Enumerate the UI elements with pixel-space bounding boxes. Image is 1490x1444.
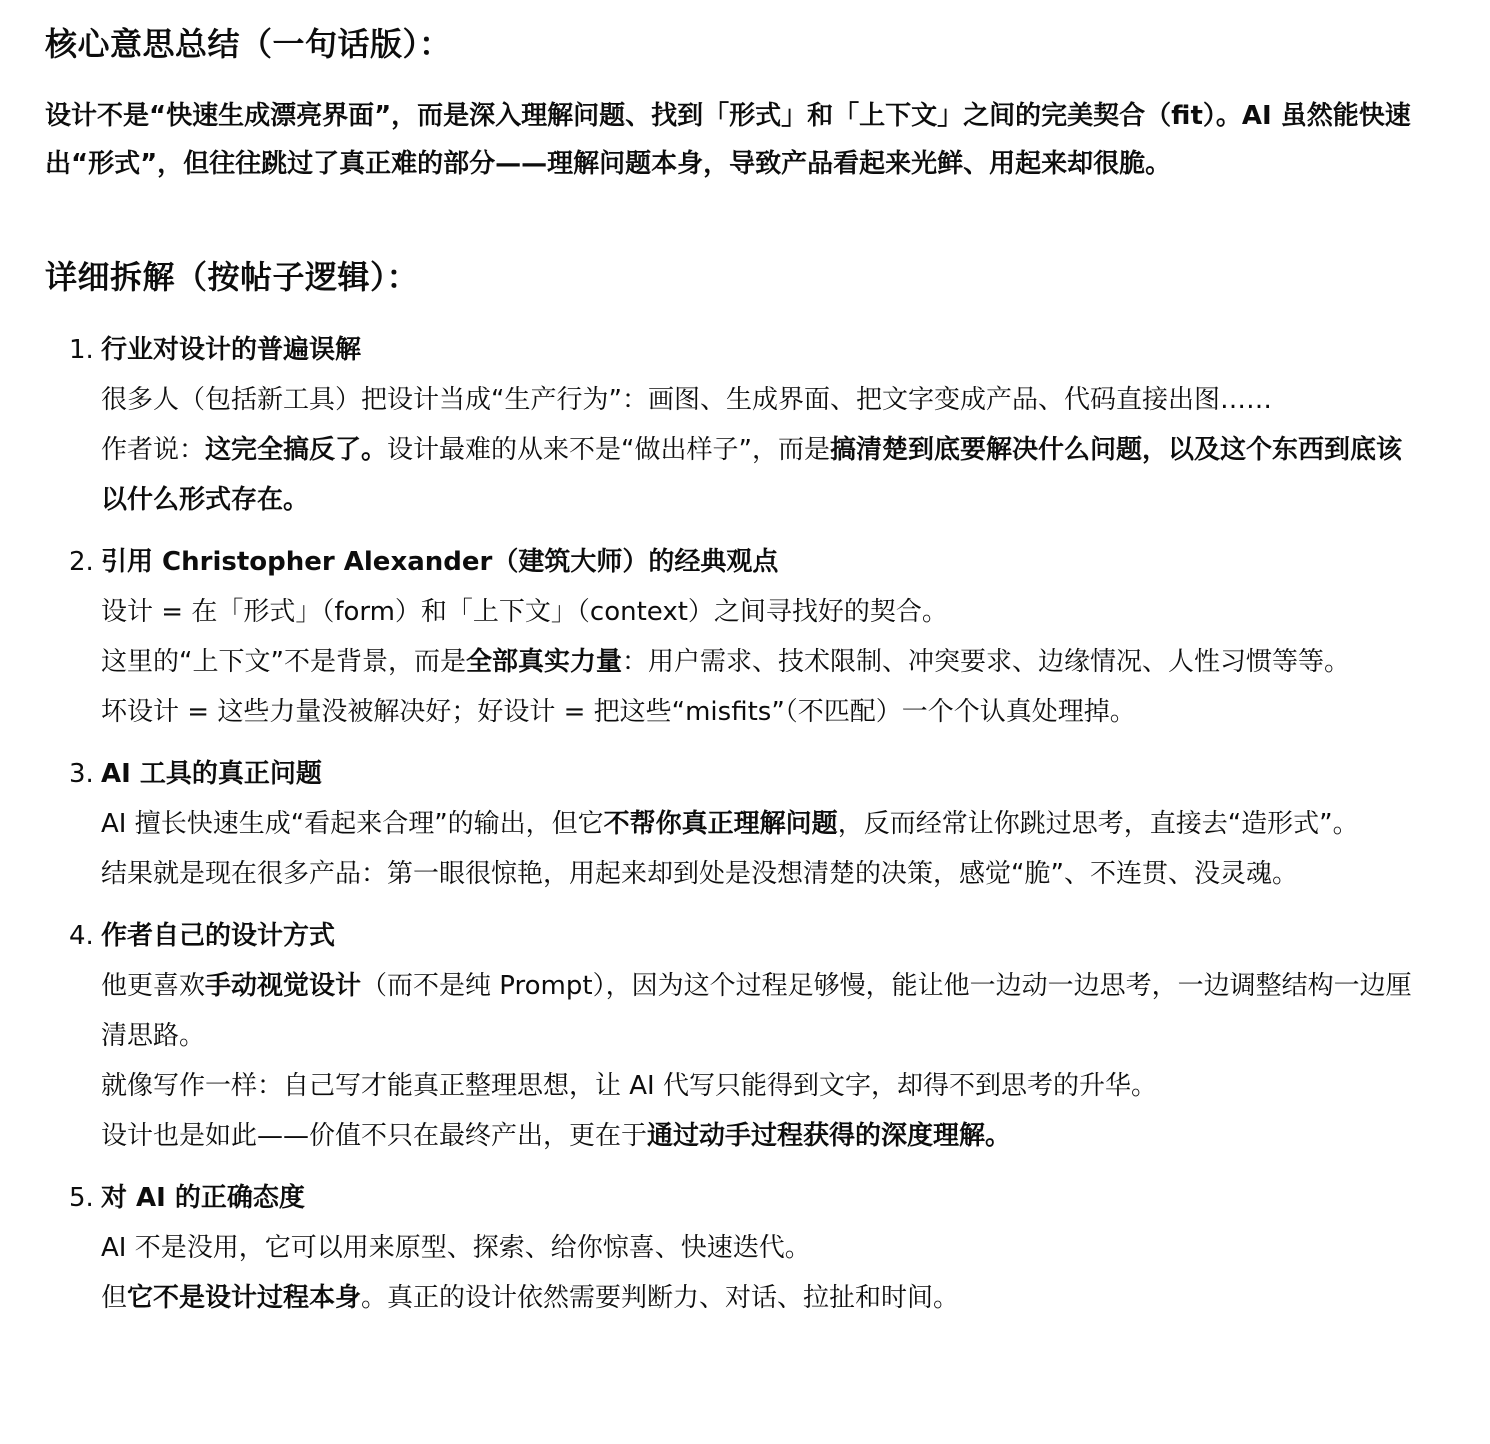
emphasis-text: 它不是设计过程本身 xyxy=(127,1283,362,1313)
summary-paragraph: 设计不是“快速生成漂亮界面”，而是深入理解问题、找到「形式」和「上下文」之间的完美契合（fit）。AI 虽然能快速出“形式”，但往往跳过了真正难的部分——理解问题本身，导致产品看起来光鲜、用起来却很脆。 xyxy=(45,101,1411,179)
list-item-number: 3. xyxy=(69,759,94,789)
list-item-title: 引用 Christopher Alexander（建筑大师）的经典观点 xyxy=(101,547,779,577)
list-item-line xyxy=(101,1111,1425,1161)
list-item-line xyxy=(101,1273,1425,1323)
body-text: 坏设计 = 这些力量没被解决好；好设计 = 把这些“misfits”（不匹配）一个个认真处理掉。 xyxy=(101,697,1136,727)
list-item-line xyxy=(101,687,1425,737)
body-text: 设计 = 在「形式」（form）和「上下文」（context）之间寻找好的契合。 xyxy=(101,597,948,627)
body-text: 很多人（包括新工具）把设计当成“生产行为”：画图、生成界面、把文字变成产品、代码直接出图…… xyxy=(101,385,1272,415)
body-text: 设计也是如此——价值不只在最终产出，更在于 xyxy=(101,1121,648,1151)
list-item-title: 行业对设计的普遍误解 xyxy=(101,335,362,365)
list-item-line xyxy=(101,799,1425,849)
summary-heading: 核心意思总结（一句话版）： xyxy=(45,25,452,63)
body-text: AI 不是没用，它可以用来原型、探索、给你惊喜、快速迭代。 xyxy=(101,1233,811,1263)
list-item-line xyxy=(101,1223,1425,1273)
emphasis-text: 通过动手过程获得的深度理解。 xyxy=(647,1121,1012,1151)
list-item-line xyxy=(101,637,1425,687)
body-text: 结果就是现在很多产品：第一眼很惊艳，用起来却到处是没想清楚的决策，感觉“脆”、不连贯、没灵魂。 xyxy=(101,859,1298,889)
list-item-line xyxy=(101,849,1425,899)
body-text: 就像写作一样：自己写才能真正整理思想，让 AI 代写只能得到文字，却得不到思考的升华。 xyxy=(101,1071,1157,1101)
body-text: 他更喜欢 xyxy=(101,971,206,1001)
body-text: （而不是纯 Prompt），因为这个过程足够慢，能让他一边动一边思考，一边调整结构一边厘清思路。 xyxy=(101,971,1412,1051)
list-item-number: 1. xyxy=(69,335,94,365)
body-text: AI 擅长快速生成“看起来合理”的输出，但它 xyxy=(101,809,604,839)
list-item xyxy=(45,1173,1425,1323)
list-item-line xyxy=(101,587,1425,637)
emphasis-text: 这完全搞反了。 xyxy=(205,435,388,465)
body-text: 作者说： xyxy=(101,435,206,465)
emphasis-text: 不帮你真正理解问题 xyxy=(603,809,838,839)
list-item-title: 对 AI 的正确态度 xyxy=(101,1183,305,1213)
breakdown-list xyxy=(45,325,1425,1335)
body-text: ，反而经常让你跳过思考，直接去“造形式”。 xyxy=(837,809,1359,839)
list-item-number: 5. xyxy=(69,1183,94,1213)
emphasis-text: 搞清楚到底要解决什么问题，以及这个东西到底该以什么形式存在。 xyxy=(101,435,1402,515)
list-item-line xyxy=(101,961,1425,1061)
body-text: 。真正的设计依然需要判断力、对话、拉扯和时间。 xyxy=(361,1283,960,1313)
emphasis-text: 手动视觉设计 xyxy=(205,971,362,1001)
breakdown-heading: 详细拆解（按帖子逻辑）： xyxy=(45,258,420,296)
list-item-number: 4. xyxy=(69,921,94,951)
list-item-line xyxy=(101,425,1425,525)
list-item xyxy=(45,749,1425,899)
list-item xyxy=(45,911,1425,1161)
list-item-title: 作者自己的设计方式 xyxy=(101,921,336,951)
list-item-title: AI 工具的真正问题 xyxy=(101,759,322,789)
body-text: 但 xyxy=(101,1283,128,1313)
list-item-number: 2. xyxy=(69,547,94,577)
emphasis-text: 全部真实力量 xyxy=(465,647,622,677)
list-item-line xyxy=(101,375,1425,425)
body-text: 设计最难的从来不是“做出样子”，而是 xyxy=(387,435,830,465)
list-item xyxy=(45,325,1425,525)
body-text: ：用户需求、技术限制、冲突要求、边缘情况、人性习惯等等。 xyxy=(621,647,1350,677)
body-text: 这里的“上下文”不是背景，而是 xyxy=(101,647,466,677)
list-item xyxy=(45,537,1425,737)
list-item-line xyxy=(101,1061,1425,1111)
